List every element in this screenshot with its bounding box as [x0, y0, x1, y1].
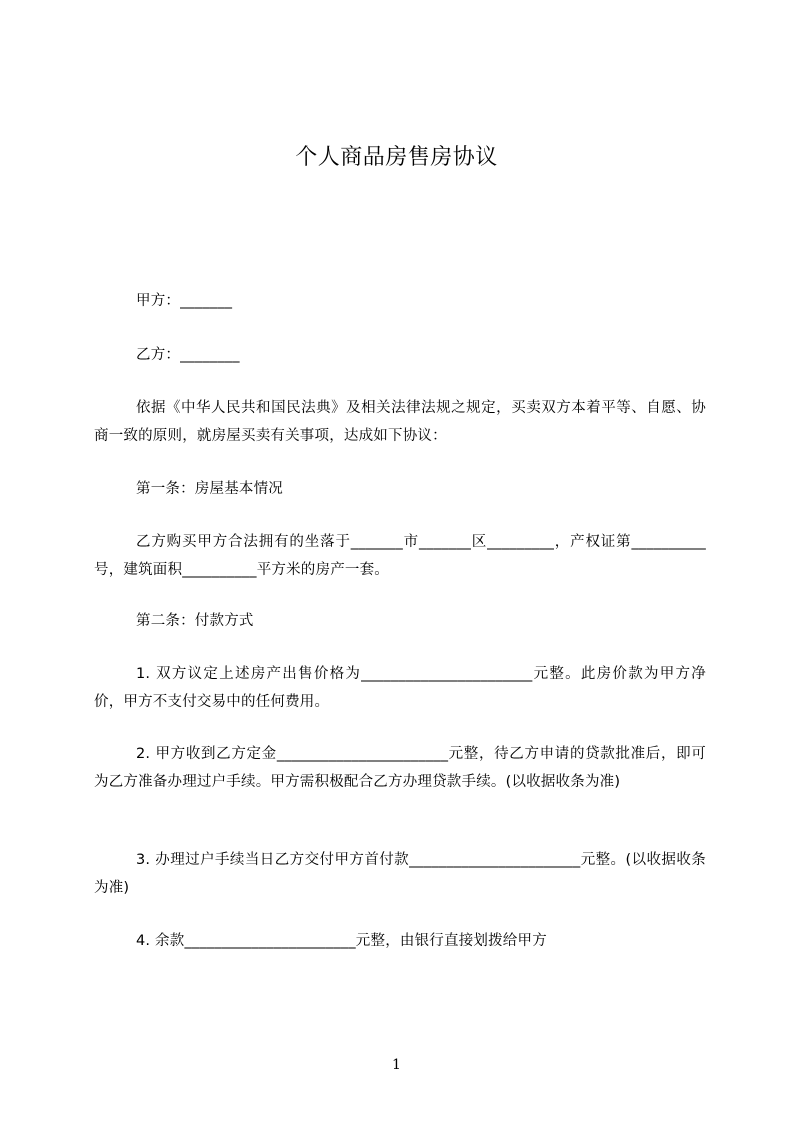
- article-2-heading: 第二条：付款方式: [136, 613, 254, 629]
- party-b-line: 乙方：________: [136, 347, 240, 363]
- party-a-line: 甲方：_______: [136, 293, 233, 309]
- document-title: 个人商品房售房协议: [295, 145, 498, 170]
- payment-clause-3: 3. 办理过户手续当日乙方交付甲方首付款_______________________元整。(以收据收条为准): [94, 852, 706, 896]
- payment-clause-4: 4. 余款_______________________元整，由银行直接划拨给甲方: [136, 933, 547, 949]
- page-number: 1: [392, 1057, 401, 1073]
- article-1-body: 乙方购买甲方合法拥有的坐落于_______市_______区_________，产权证第__________号，建筑面积__________平方米的房产一套。: [94, 534, 706, 578]
- intro-paragraph: 依据《中华人民共和国民法典》及相关法律法规之规定，买卖双方本着平等、自愿、协商一致的原则，就房屋买卖有关事项，达成如下协议：: [94, 400, 706, 444]
- payment-clause-1: 1. 双方议定上述房产出售价格为_______________________元整。此房价款为甲方净价，甲方不支付交易中的任何费用。: [94, 666, 706, 710]
- article-1-heading: 第一条：房屋基本情况: [136, 481, 283, 497]
- payment-clause-2: 2. 甲方收到乙方定金_______________________元整，待乙方申请的贷款批准后，即可为乙方准备办理过户手续。甲方需积极配合乙方办理贷款手续。(以收据收条为准): [94, 746, 706, 790]
